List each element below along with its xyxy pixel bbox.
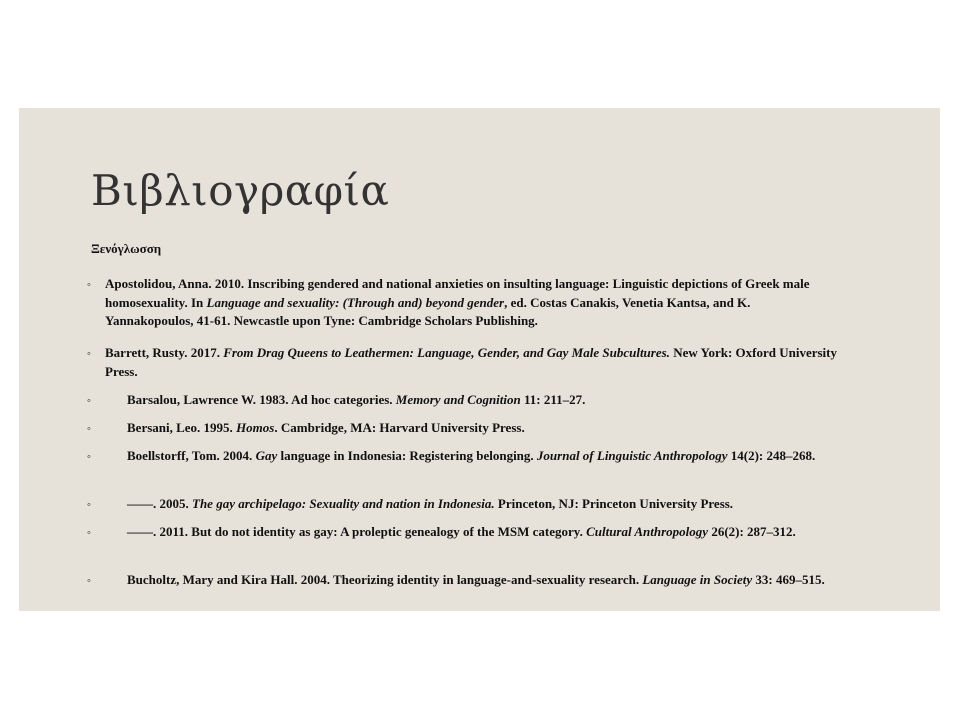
reference-title-italic: Journal of Linguistic Anthropology <box>536 448 728 463</box>
reference-item <box>127 571 857 590</box>
reference-text: 14(2): 248–268. <box>727 448 816 463</box>
bullet-icon: ◦ <box>87 279 91 291</box>
bullet-icon: ◦ <box>87 499 91 511</box>
bullet-icon: ◦ <box>87 575 91 587</box>
reference-item <box>127 495 887 514</box>
reference-title-italic: Homos <box>236 420 275 435</box>
reference-text: Boellstorff, Tom. 2004. <box>127 448 256 463</box>
bullet-icon: ◦ <box>87 348 91 360</box>
bullet-icon: ◦ <box>87 451 91 463</box>
reference-text: Barrett, Rusty. 2017. <box>105 345 224 360</box>
reference-text: language in Indonesia: Registering belonging. <box>277 448 537 463</box>
reference-item <box>127 419 867 438</box>
reference-text: Barsalou, Lawrence W. 1983. Ad hoc categories. <box>127 392 396 407</box>
bullet-icon: ◦ <box>87 527 91 539</box>
reference-text: , ed. Costas Canakis, Venetia Kantsa, and K. Yannakopoulos, 41-61. Newcastle upon Tyne: Cambridge Scholars Publishing. <box>105 294 751 328</box>
reference-text: 11: 211–27. <box>520 392 586 407</box>
reference-item <box>105 275 825 331</box>
reference-title-italic: The gay archipelago: Sexuality and nation in Indonesia. <box>192 496 495 511</box>
reference-title-italic: Memory and Cognition <box>395 392 521 407</box>
reference-text: . Cambridge, MA: Harvard University Press. <box>274 420 525 435</box>
reference-item <box>127 391 867 410</box>
reference-text: Bucholtz, Mary and Kira Hall. 2004. Theorizing identity in language-and-sexuality research. <box>127 572 643 587</box>
reference-title-italic: Language and sexuality: (Through and) beyond gender <box>206 294 505 310</box>
bullet-icon: ◦ <box>87 423 91 435</box>
reference-title-italic: From Drag Queens to Leathermen: Language, Gender, and Gay Male Subcultures. <box>223 345 670 360</box>
reference-title-italic: Cultural Anthropology <box>586 524 709 539</box>
reference-title-italic: Language in Society <box>642 572 753 587</box>
reference-text: Bersani, Leo. 1995. <box>127 420 237 435</box>
reference-text: ––––. 2005. <box>127 496 192 511</box>
slide-title: Βιβλιογραφία <box>91 166 390 215</box>
reference-item <box>105 344 865 381</box>
section-subheading: Ξενόγλωσση <box>91 241 162 256</box>
reference-item <box>127 523 867 542</box>
slide-panel <box>19 108 940 611</box>
reference-text: 26(2): 287–312. <box>708 524 796 539</box>
reference-text: ––––. 2011. But do not identity as gay: A proleptic genealogy of the MSM category. <box>127 524 587 539</box>
reference-text: 33: 469–515. <box>752 572 825 587</box>
reference-item <box>127 447 867 466</box>
bullet-icon: ◦ <box>87 395 91 407</box>
reference-text: Apostolidou, Anna. 2010. Inscribing gendered and national anxieties on insulting language: Linguistic depictions of Greek male homosexuality. In <box>105 276 810 310</box>
reference-text: New York: Oxford University Press. <box>105 345 837 379</box>
reference-text: Princeton, NJ: Princeton University Press. <box>494 496 734 511</box>
reference-title-italic: Gay <box>255 448 278 463</box>
